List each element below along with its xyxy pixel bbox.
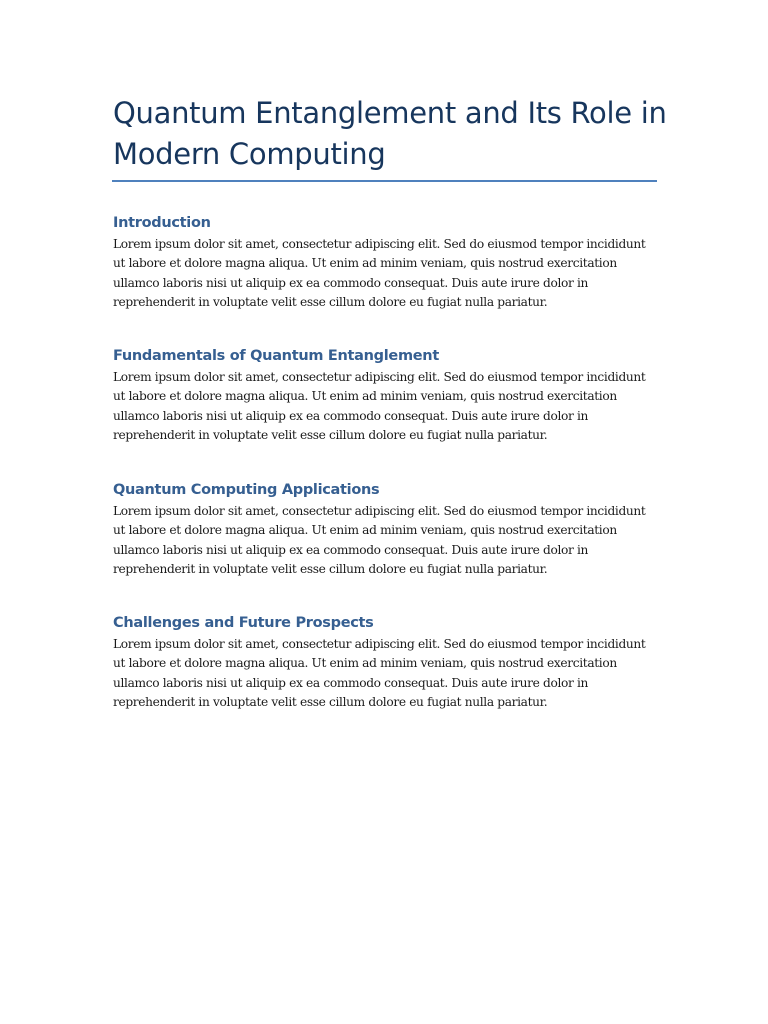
section-paragraph xyxy=(113,502,658,579)
paragraph-line: ullamco laboris nisi ut aliquip ex ea commodo consequat. Duis aute irure dolor in xyxy=(113,542,589,557)
section-paragraph xyxy=(113,635,658,712)
paragraph-line: ut labore et dolore magna aliqua. Ut enim ad minim veniam, quis nostrud exercitation xyxy=(113,389,617,404)
paragraph-line: Lorem ipsum dolor sit amet, consectetur adipiscing elit. Sed do eiusmod tempor incididunt xyxy=(113,504,646,518)
paragraph-line: reprehenderit in voluptate velit esse cillum dolore eu fugiat nulla pariatur. xyxy=(113,294,548,309)
paragraph-line: ut labore et dolore magna aliqua. Ut enim ad minim veniam, quis nostrud exercitation xyxy=(113,656,617,671)
paragraph-line: reprehenderit in voluptate velit esse cillum dolore eu fugiat nulla pariatur. xyxy=(113,561,548,576)
section-heading: Quantum Computing Applications xyxy=(113,482,380,498)
paragraph-line: ut labore et dolore magna aliqua. Ut enim ad minim veniam, quis nostrud exercitation xyxy=(113,256,617,271)
section-applications xyxy=(113,480,658,579)
paragraph-line: reprehenderit in voluptate velit esse cillum dolore eu fugiat nulla pariatur. xyxy=(113,427,548,442)
paragraph-line: ullamco laboris nisi ut aliquip ex ea commodo consequat. Duis aute irure dolor in xyxy=(113,675,589,690)
section-paragraph xyxy=(113,235,658,312)
section-heading: Fundamentals of Quantum Entanglement xyxy=(113,348,439,364)
section-challenges xyxy=(113,613,658,712)
section-paragraph xyxy=(113,368,658,445)
paragraph-line: ullamco laboris nisi ut aliquip ex ea commodo consequat. Duis aute irure dolor in xyxy=(113,275,589,290)
paragraph-line: ullamco laboris nisi ut aliquip ex ea commodo consequat. Duis aute irure dolor in xyxy=(113,408,589,423)
paragraph-line: ut labore et dolore magna aliqua. Ut enim ad minim veniam, quis nostrud exercitation xyxy=(113,523,617,538)
section-heading: Introduction xyxy=(113,215,211,231)
document-title: Quantum Entanglement and Its Role in Modern Computing xyxy=(113,96,667,171)
paragraph-line: Lorem ipsum dolor sit amet, consectetur adipiscing elit. Sed do eiusmod tempor incididunt xyxy=(113,637,646,651)
paragraph-line: reprehenderit in voluptate velit esse cillum dolore eu fugiat nulla pariatur. xyxy=(113,694,548,709)
section-introduction xyxy=(113,213,658,312)
paragraph-line: Lorem ipsum dolor sit amet, consectetur adipiscing elit. Sed do eiusmod tempor incididunt xyxy=(113,370,646,384)
title-underline xyxy=(112,180,657,182)
paragraph-line: Lorem ipsum dolor sit amet, consectetur adipiscing elit. Sed do eiusmod tempor incididunt xyxy=(113,237,646,251)
section-fundamentals xyxy=(113,346,658,445)
section-heading: Challenges and Future Prospects xyxy=(113,615,374,631)
